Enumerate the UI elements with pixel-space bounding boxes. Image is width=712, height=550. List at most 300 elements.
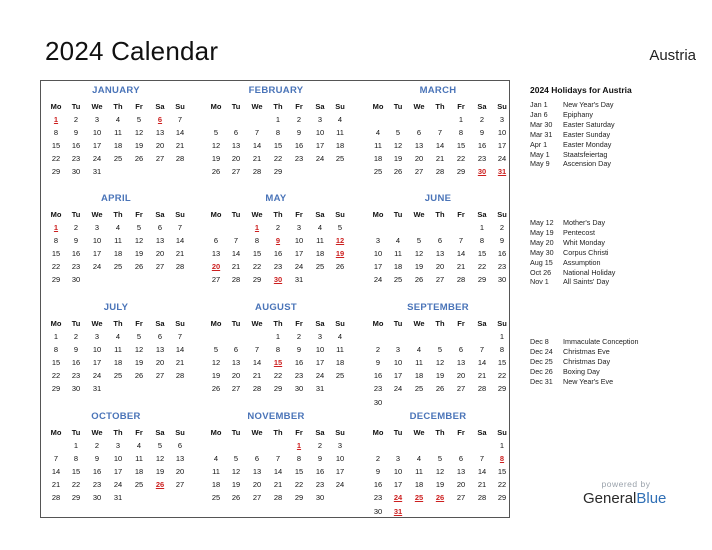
day-cell: 28 bbox=[435, 167, 445, 177]
day-cell: 3 bbox=[94, 223, 100, 232]
day-cell: 5 bbox=[136, 332, 142, 341]
day-cell: 15 bbox=[252, 249, 262, 259]
weekday-header: Su bbox=[335, 210, 345, 219]
day-cell: 28 bbox=[231, 275, 241, 285]
day-cell: 5 bbox=[437, 454, 443, 464]
day-cell: 4 bbox=[416, 345, 422, 355]
weekday-header: Th bbox=[435, 428, 445, 437]
day-cell: 22 bbox=[51, 371, 61, 381]
weekday-header: Tu bbox=[231, 210, 241, 219]
holiday-item bbox=[530, 130, 710, 139]
day-cell: 21 bbox=[273, 480, 283, 490]
day-cell: 12 bbox=[435, 467, 445, 477]
day-cell: 12 bbox=[435, 358, 445, 368]
weekday-header: Su bbox=[497, 102, 507, 111]
day-cell: 1 bbox=[479, 223, 485, 232]
holiday-item bbox=[530, 347, 710, 356]
day-cell: 12 bbox=[414, 249, 424, 259]
day-cell: 2 bbox=[94, 441, 100, 450]
day-cell: 23 bbox=[373, 493, 383, 503]
day-cell: 11 bbox=[336, 128, 344, 138]
day-cell: 22 bbox=[273, 371, 283, 381]
day-cell: 26 bbox=[231, 493, 241, 503]
day-cell: 19 bbox=[134, 249, 144, 259]
holiday-date: May 20 bbox=[530, 237, 554, 247]
day-cell: 3 bbox=[499, 115, 505, 124]
day-cell: 29 bbox=[51, 275, 61, 285]
day-cell: 25 bbox=[211, 493, 221, 503]
day-cell: 11 bbox=[316, 236, 324, 246]
day-cell: 15 bbox=[497, 467, 507, 477]
holiday-name: Pentecost bbox=[563, 227, 595, 237]
day-cell: 5 bbox=[233, 454, 239, 464]
day-cell: 23 bbox=[497, 262, 507, 272]
weekday-header: Th bbox=[273, 210, 283, 219]
day-cell: 22 bbox=[51, 262, 61, 272]
day-cell: 18 bbox=[113, 249, 123, 259]
month-october bbox=[46, 411, 186, 516]
day-cell: 7 bbox=[177, 115, 183, 124]
day-cell: 19 bbox=[414, 262, 424, 272]
day-cell: 28 bbox=[175, 154, 185, 164]
weekday-header: Sa bbox=[155, 210, 165, 219]
day-cell: 29 bbox=[477, 275, 487, 285]
holiday-item bbox=[530, 248, 710, 257]
day-cell: 20 bbox=[456, 480, 466, 490]
holiday-date: Mar 31 bbox=[530, 129, 553, 139]
day-cell: 11 bbox=[374, 141, 382, 151]
day-cell: 27 bbox=[414, 167, 424, 177]
day-cell: 29 bbox=[51, 384, 61, 394]
day-cell: 4 bbox=[375, 128, 381, 138]
day-cell: 26 bbox=[335, 262, 345, 272]
weekday-header: Th bbox=[435, 210, 445, 219]
weekday-header: Th bbox=[435, 102, 445, 111]
day-cell: 29 bbox=[273, 167, 283, 177]
day-cell: 20 bbox=[175, 467, 185, 477]
day-cell: 3 bbox=[375, 236, 381, 246]
day-cell: 1 bbox=[275, 115, 281, 124]
day-cell: 8 bbox=[73, 454, 79, 464]
day-cell: 24 bbox=[497, 154, 507, 164]
day-cell: 28 bbox=[252, 384, 262, 394]
day-cell: 19 bbox=[393, 154, 403, 164]
month-january bbox=[46, 85, 186, 190]
day-cell: 10 bbox=[92, 345, 102, 355]
day-cell: 25 bbox=[393, 275, 403, 285]
day-cell: 1 bbox=[73, 441, 79, 450]
day-cell: 11 bbox=[114, 236, 122, 246]
month-name: OCTOBER bbox=[91, 411, 141, 422]
weekday-header: Mo bbox=[210, 319, 222, 328]
holiday-name: Christmas Eve bbox=[563, 346, 610, 356]
month-name: APRIL bbox=[101, 193, 131, 204]
day-cell: 27 bbox=[231, 167, 241, 177]
holiday-day-cell: 19 bbox=[335, 249, 345, 259]
day-cell: 15 bbox=[456, 141, 466, 151]
holiday-date: May 30 bbox=[530, 247, 554, 257]
holiday-name: Easter Saturday bbox=[563, 119, 615, 129]
day-cell: 8 bbox=[275, 345, 281, 355]
day-cell: 25 bbox=[414, 384, 424, 394]
weekday-header: Sa bbox=[155, 428, 165, 437]
day-cell: 17 bbox=[315, 141, 325, 151]
day-cell: 14 bbox=[252, 358, 262, 368]
day-cell: 13 bbox=[435, 249, 445, 259]
day-cell: 21 bbox=[175, 358, 185, 368]
day-cell: 8 bbox=[499, 345, 505, 355]
weekday-header: Fr bbox=[457, 210, 465, 219]
day-cell: 5 bbox=[437, 345, 443, 355]
day-cell: 11 bbox=[212, 467, 220, 477]
day-cell: 3 bbox=[317, 332, 323, 341]
weekday-header: Sa bbox=[315, 428, 325, 437]
weekday-header: We bbox=[251, 102, 263, 111]
weekday-header: Fr bbox=[135, 319, 143, 328]
day-cell: 17 bbox=[315, 358, 325, 368]
day-cell: 12 bbox=[134, 236, 144, 246]
day-cell: 24 bbox=[92, 154, 102, 164]
weekday-header: Tu bbox=[393, 428, 403, 437]
day-cell: 27 bbox=[155, 154, 165, 164]
month-name: FEBRUARY bbox=[248, 85, 304, 96]
holiday-day-cell: 6 bbox=[157, 115, 163, 124]
day-cell: 6 bbox=[157, 223, 163, 232]
day-cell: 7 bbox=[177, 332, 183, 341]
day-cell: 11 bbox=[135, 454, 143, 464]
weekday-header: Mo bbox=[372, 210, 384, 219]
day-cell: 2 bbox=[317, 441, 323, 450]
day-cell: 7 bbox=[275, 454, 281, 464]
holiday-day-cell: 30 bbox=[477, 167, 487, 177]
day-cell: 4 bbox=[317, 223, 323, 232]
weekday-header: Sa bbox=[315, 210, 325, 219]
month-september bbox=[368, 302, 508, 407]
day-cell: 3 bbox=[94, 115, 100, 124]
day-cell: 23 bbox=[477, 154, 487, 164]
day-cell: 7 bbox=[479, 454, 485, 464]
day-cell: 16 bbox=[294, 141, 304, 151]
day-cell: 12 bbox=[211, 358, 221, 368]
day-cell: 19 bbox=[134, 358, 144, 368]
weekday-header: We bbox=[91, 319, 103, 328]
day-cell: 2 bbox=[296, 332, 302, 341]
weekday-header: We bbox=[91, 102, 103, 111]
month-december bbox=[368, 411, 508, 516]
day-cell: 6 bbox=[416, 128, 422, 138]
weekday-header: Tu bbox=[231, 102, 241, 111]
day-cell: 16 bbox=[71, 358, 81, 368]
weekday-header: Th bbox=[435, 319, 445, 328]
day-cell: 21 bbox=[435, 154, 445, 164]
weekday-header: Su bbox=[175, 102, 185, 111]
holiday-item bbox=[530, 218, 710, 227]
weekday-header: Fr bbox=[457, 319, 465, 328]
day-cell: 9 bbox=[73, 128, 79, 138]
day-cell: 15 bbox=[51, 358, 61, 368]
holiday-day-cell: 31 bbox=[393, 506, 403, 516]
weekday-header: Sa bbox=[315, 102, 325, 111]
weekday-header: We bbox=[413, 210, 425, 219]
day-cell: 23 bbox=[71, 262, 81, 272]
holiday-day-cell: 8 bbox=[499, 454, 505, 464]
day-cell: 19 bbox=[211, 371, 221, 381]
day-cell: 22 bbox=[456, 154, 466, 164]
weekday-header: We bbox=[251, 428, 263, 437]
day-cell: 31 bbox=[315, 384, 325, 394]
day-cell: 20 bbox=[155, 358, 165, 368]
weekday-header: Sa bbox=[315, 319, 325, 328]
day-cell: 20 bbox=[155, 141, 165, 151]
month-november bbox=[206, 411, 346, 516]
weekday-header: Tu bbox=[393, 102, 403, 111]
day-cell: 25 bbox=[373, 167, 383, 177]
day-cell: 25 bbox=[113, 262, 123, 272]
day-cell: 5 bbox=[213, 345, 219, 355]
day-cell: 30 bbox=[92, 493, 102, 503]
day-cell: 25 bbox=[315, 262, 325, 272]
weekday-header: We bbox=[91, 428, 103, 437]
weekday-header: We bbox=[413, 102, 425, 111]
holiday-name: New Year's Eve bbox=[563, 376, 614, 386]
weekday-header: Sa bbox=[155, 319, 165, 328]
day-cell: 19 bbox=[211, 154, 221, 164]
day-cell: 22 bbox=[497, 371, 507, 381]
day-cell: 7 bbox=[254, 128, 260, 138]
day-cell: 27 bbox=[155, 371, 165, 381]
day-cell: 18 bbox=[134, 467, 144, 477]
day-cell: 22 bbox=[294, 480, 304, 490]
day-cell: 28 bbox=[456, 275, 466, 285]
holiday-date: Jan 1 bbox=[530, 100, 548, 109]
day-cell: 10 bbox=[373, 249, 383, 259]
day-cell: 11 bbox=[114, 345, 122, 355]
day-cell: 8 bbox=[479, 236, 485, 246]
weekday-header: Tu bbox=[71, 102, 81, 111]
day-cell: 31 bbox=[92, 167, 102, 177]
day-cell: 19 bbox=[134, 141, 144, 151]
weekday-header: Th bbox=[273, 102, 283, 111]
weekday-header: Tu bbox=[71, 319, 81, 328]
brand-name-general: General bbox=[583, 490, 637, 507]
day-cell: 10 bbox=[497, 128, 507, 138]
day-cell: 13 bbox=[155, 128, 165, 138]
holiday-item bbox=[530, 277, 710, 286]
brand-powered-by: powered by bbox=[601, 479, 651, 489]
day-cell: 4 bbox=[416, 454, 422, 464]
day-cell: 13 bbox=[211, 249, 221, 259]
day-cell: 28 bbox=[477, 384, 487, 394]
weekday-header: Su bbox=[175, 319, 185, 328]
month-name: JUNE bbox=[424, 193, 452, 204]
day-cell: 17 bbox=[92, 141, 102, 151]
day-cell: 14 bbox=[456, 249, 466, 259]
brand-name-blue: Blue bbox=[636, 490, 667, 507]
weekday-header: Th bbox=[113, 319, 123, 328]
day-cell: 26 bbox=[134, 154, 144, 164]
holiday-name: Staatsfeiertag bbox=[563, 149, 608, 159]
day-cell: 16 bbox=[373, 480, 383, 490]
day-cell: 3 bbox=[115, 441, 121, 450]
day-cell: 1 bbox=[499, 332, 505, 341]
weekday-header: Sa bbox=[477, 102, 487, 111]
holiday-day-cell: 1 bbox=[296, 441, 302, 450]
day-cell: 2 bbox=[479, 115, 485, 124]
weekday-header: Su bbox=[335, 428, 345, 437]
holiday-day-cell: 25 bbox=[414, 493, 424, 503]
weekday-header: Sa bbox=[477, 210, 487, 219]
weekday-header: We bbox=[251, 210, 263, 219]
day-cell: 24 bbox=[315, 154, 325, 164]
day-cell: 13 bbox=[252, 467, 262, 477]
holiday-item bbox=[530, 150, 710, 159]
holiday-name: Corpus Christi bbox=[563, 247, 609, 257]
day-cell: 30 bbox=[71, 384, 81, 394]
weekday-header: Tu bbox=[71, 210, 81, 219]
day-cell: 16 bbox=[497, 249, 507, 259]
day-cell: 14 bbox=[231, 249, 241, 259]
day-cell: 18 bbox=[373, 154, 383, 164]
day-cell: 14 bbox=[175, 128, 185, 138]
weekday-header: Fr bbox=[295, 319, 303, 328]
day-cell: 23 bbox=[71, 154, 81, 164]
day-cell: 7 bbox=[177, 223, 183, 232]
holiday-item bbox=[530, 100, 710, 109]
day-cell: 5 bbox=[395, 128, 401, 138]
holiday-day-cell: 26 bbox=[435, 493, 445, 503]
weekday-header: Fr bbox=[135, 102, 143, 111]
holiday-date: Dec 31 bbox=[530, 376, 553, 386]
day-cell: 27 bbox=[456, 493, 466, 503]
day-cell: 6 bbox=[233, 128, 239, 138]
day-cell: 10 bbox=[92, 128, 102, 138]
day-cell: 24 bbox=[393, 384, 403, 394]
day-cell: 21 bbox=[252, 371, 262, 381]
day-cell: 2 bbox=[73, 115, 79, 124]
day-cell: 12 bbox=[211, 141, 221, 151]
day-cell: 29 bbox=[71, 493, 81, 503]
day-cell: 22 bbox=[477, 262, 487, 272]
day-cell: 18 bbox=[113, 358, 123, 368]
day-cell: 9 bbox=[296, 128, 302, 138]
holiday-item bbox=[530, 337, 710, 346]
day-cell: 27 bbox=[231, 384, 241, 394]
day-cell: 25 bbox=[113, 371, 123, 381]
month-name: JANUARY bbox=[92, 85, 140, 96]
holiday-day-cell: 26 bbox=[155, 480, 165, 490]
day-cell: 18 bbox=[414, 371, 424, 381]
day-cell: 26 bbox=[211, 167, 221, 177]
day-cell: 25 bbox=[335, 154, 345, 164]
holiday-name: Whit Monday bbox=[563, 237, 605, 247]
weekday-header: Mo bbox=[372, 319, 384, 328]
day-cell: 16 bbox=[477, 141, 487, 151]
day-cell: 4 bbox=[337, 115, 343, 124]
holiday-item bbox=[530, 110, 710, 119]
brand-logo[interactable] bbox=[583, 479, 673, 507]
day-cell: 21 bbox=[252, 154, 262, 164]
holiday-day-cell: 12 bbox=[335, 236, 345, 246]
day-cell: 15 bbox=[497, 358, 507, 368]
weekday-header: We bbox=[91, 210, 103, 219]
day-cell: 13 bbox=[231, 358, 241, 368]
month-name: NOVEMBER bbox=[247, 411, 305, 422]
holiday-item bbox=[530, 258, 710, 267]
day-cell: 21 bbox=[51, 480, 61, 490]
day-cell: 6 bbox=[458, 454, 464, 464]
day-cell: 5 bbox=[157, 441, 163, 450]
day-cell: 10 bbox=[335, 454, 345, 464]
day-cell: 1 bbox=[275, 332, 281, 341]
day-cell: 9 bbox=[296, 345, 302, 355]
day-cell: 17 bbox=[92, 358, 102, 368]
weekday-header: Fr bbox=[135, 210, 143, 219]
day-cell: 10 bbox=[315, 128, 325, 138]
holiday-date: Nov 1 bbox=[530, 277, 549, 287]
day-cell: 30 bbox=[373, 397, 383, 407]
day-cell: 20 bbox=[231, 371, 241, 381]
weekday-header: Mo bbox=[50, 319, 62, 328]
day-cell: 28 bbox=[175, 262, 185, 272]
day-cell: 22 bbox=[51, 154, 61, 164]
day-cell: 6 bbox=[157, 332, 163, 341]
day-cell: 15 bbox=[477, 249, 487, 259]
weekday-header: Fr bbox=[295, 102, 303, 111]
day-cell: 14 bbox=[477, 467, 487, 477]
holiday-item bbox=[530, 357, 710, 366]
day-cell: 18 bbox=[393, 262, 403, 272]
day-cell: 9 bbox=[375, 467, 381, 477]
day-cell: 30 bbox=[497, 275, 507, 285]
day-cell: 23 bbox=[92, 480, 102, 490]
holiday-day-cell: 20 bbox=[211, 262, 221, 272]
day-cell: 12 bbox=[231, 467, 241, 477]
day-cell: 26 bbox=[134, 262, 144, 272]
day-cell: 10 bbox=[294, 236, 304, 246]
weekday-header: Sa bbox=[477, 428, 487, 437]
day-cell: 30 bbox=[315, 493, 325, 503]
day-cell: 18 bbox=[335, 358, 345, 368]
day-cell: 29 bbox=[497, 493, 507, 503]
day-cell: 29 bbox=[497, 384, 507, 394]
day-cell: 15 bbox=[294, 467, 304, 477]
day-cell: 6 bbox=[177, 441, 183, 450]
day-cell: 4 bbox=[136, 441, 142, 450]
weekday-header: Sa bbox=[477, 319, 487, 328]
calendar-grid bbox=[40, 80, 510, 518]
day-cell: 17 bbox=[393, 371, 403, 381]
day-cell: 2 bbox=[275, 223, 281, 232]
day-cell: 24 bbox=[373, 275, 383, 285]
weekday-header: Tu bbox=[71, 428, 81, 437]
day-cell: 22 bbox=[252, 262, 262, 272]
day-cell: 27 bbox=[435, 275, 445, 285]
day-cell: 15 bbox=[273, 141, 283, 151]
day-cell: 21 bbox=[175, 249, 185, 259]
weekday-header: Mo bbox=[210, 102, 222, 111]
day-cell: 10 bbox=[393, 358, 403, 368]
day-cell: 21 bbox=[477, 480, 487, 490]
day-cell: 14 bbox=[273, 467, 283, 477]
month-name: MAY bbox=[265, 193, 287, 204]
day-cell: 1 bbox=[53, 332, 59, 341]
holiday-day-cell: 24 bbox=[393, 493, 403, 503]
day-cell: 8 bbox=[53, 128, 59, 138]
holiday-name: Assumption bbox=[563, 257, 601, 267]
day-cell: 27 bbox=[252, 493, 262, 503]
day-cell: 11 bbox=[394, 249, 402, 259]
weekday-header: Tu bbox=[393, 319, 403, 328]
